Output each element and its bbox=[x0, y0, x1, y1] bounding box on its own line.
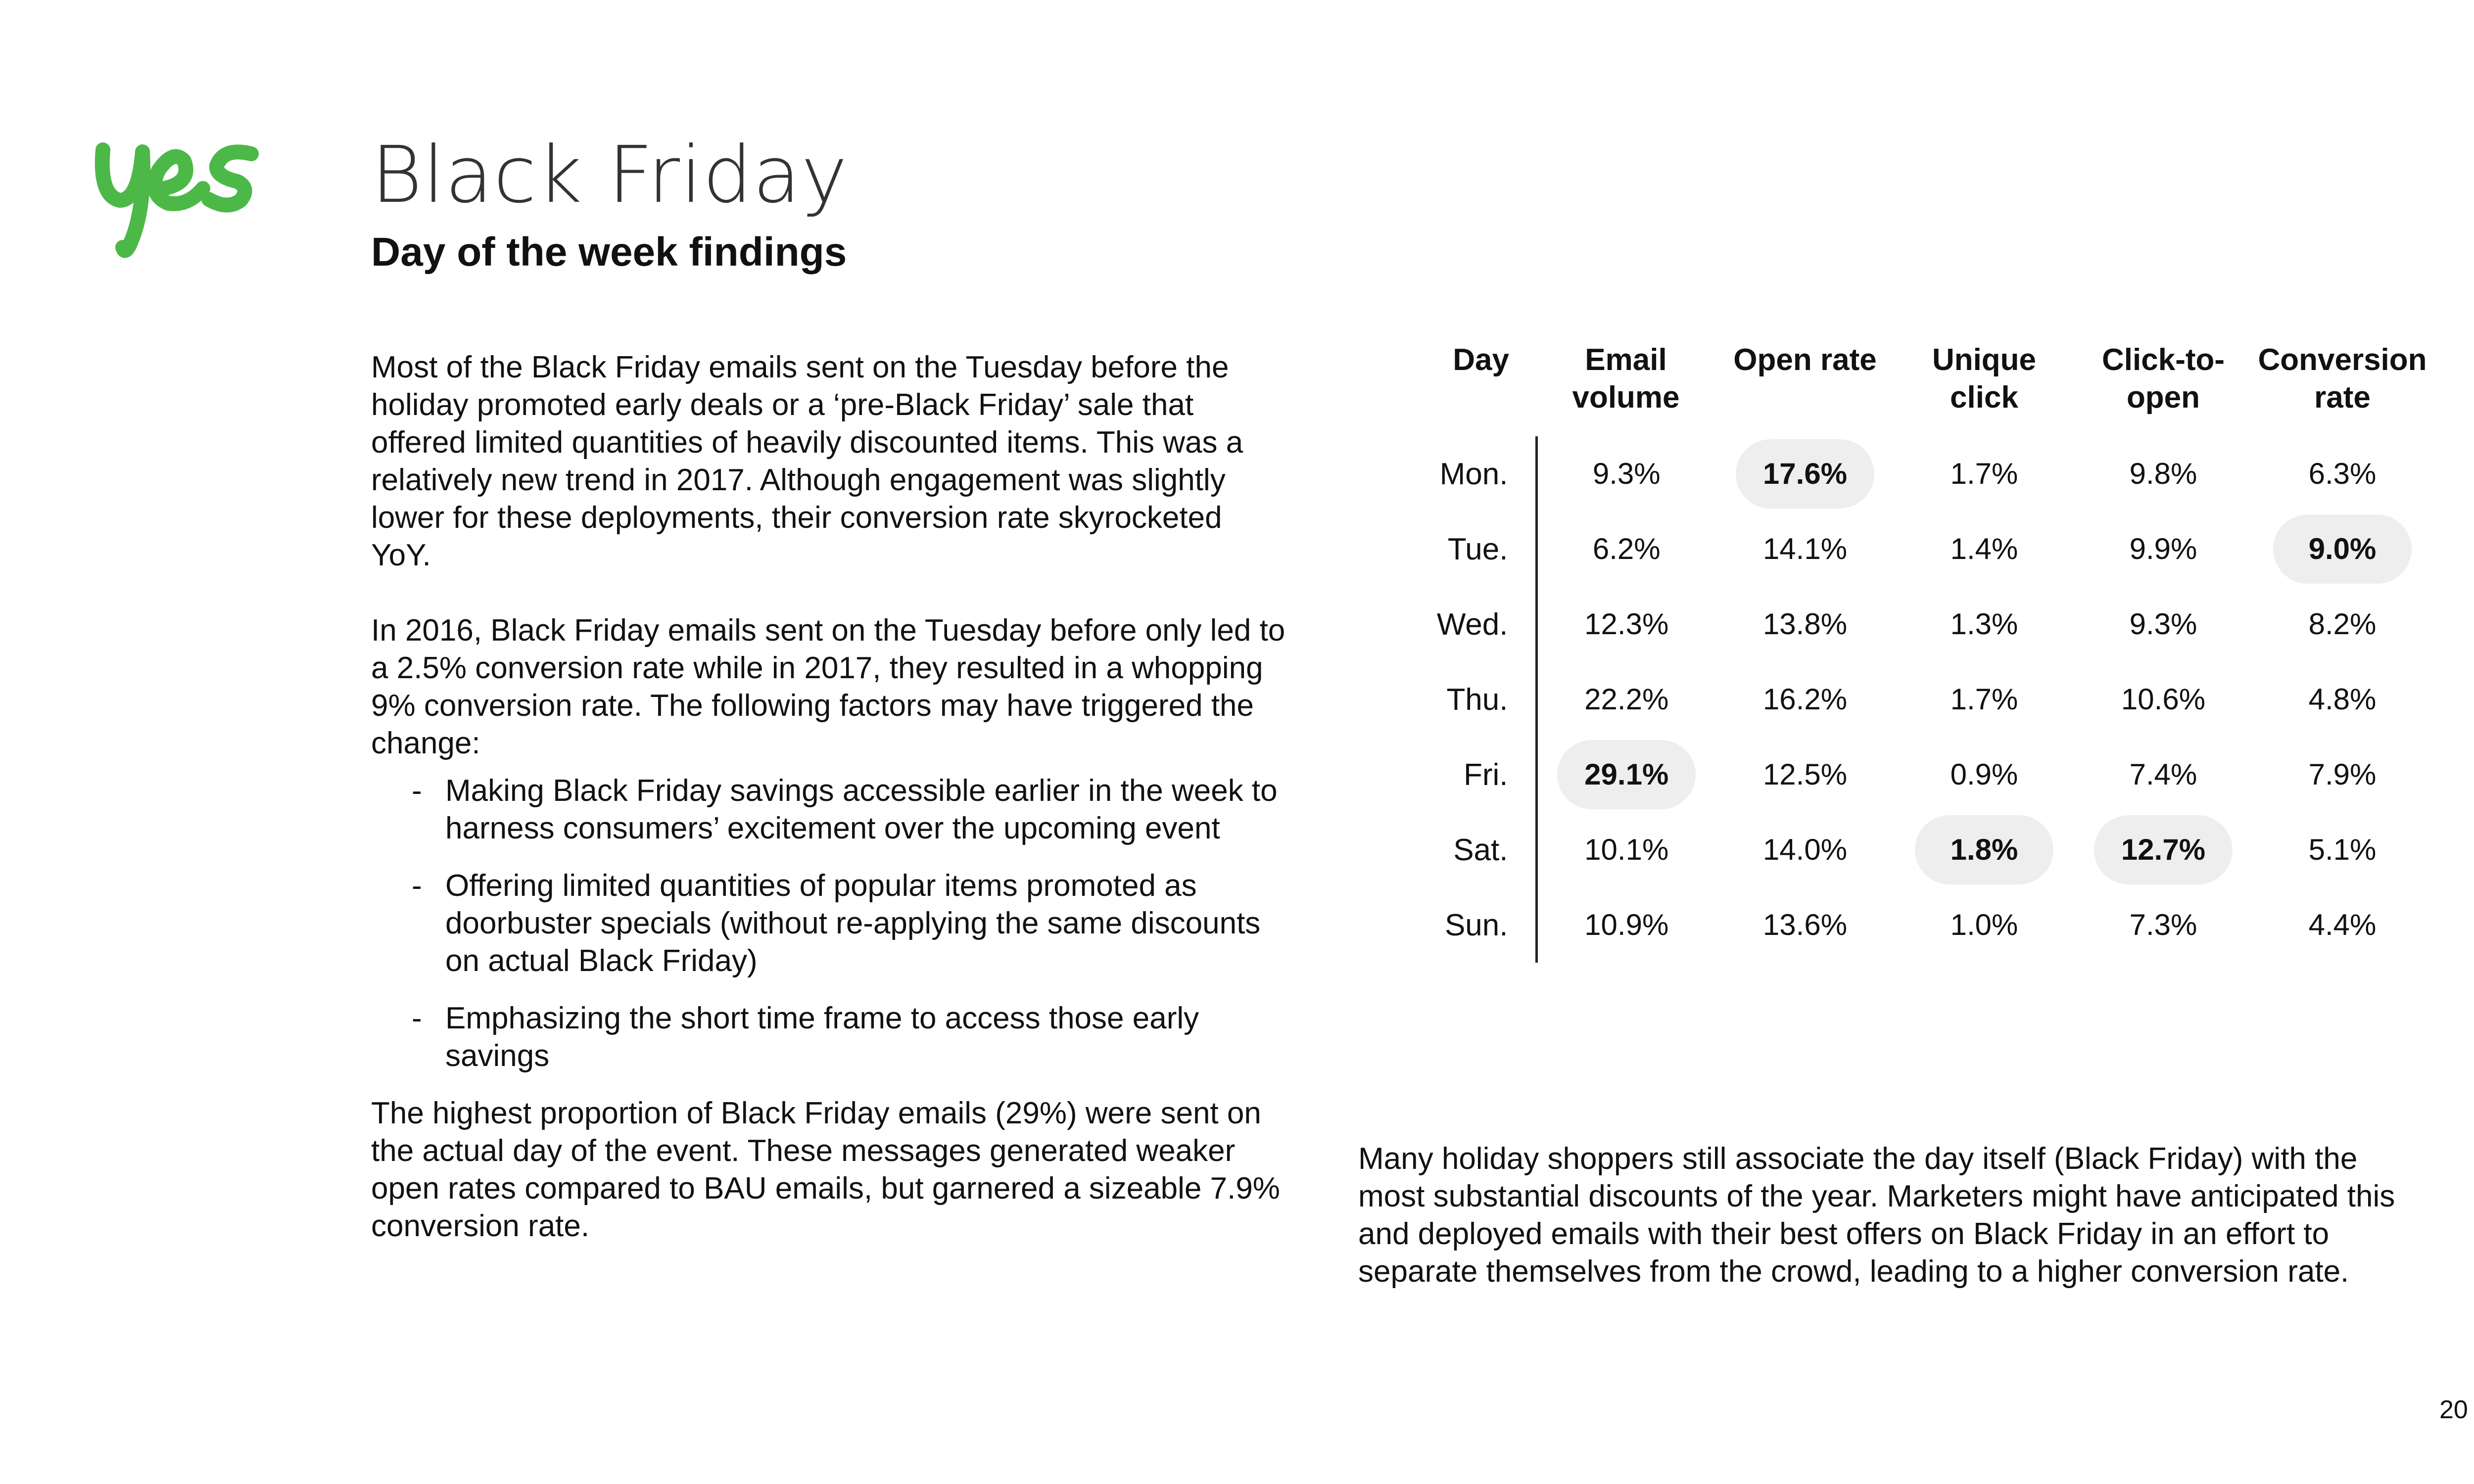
cell-value: 1.0% bbox=[1950, 908, 2018, 941]
table-cell bbox=[1895, 737, 2074, 812]
cell-value: 7.3% bbox=[2129, 908, 2197, 941]
cell-value: 10.6% bbox=[2121, 683, 2206, 716]
left-column-text bbox=[371, 349, 1286, 1245]
table-cell bbox=[2074, 887, 2253, 963]
table-header-row bbox=[1346, 341, 2432, 436]
list-item-text: Offering limited quantities of popular items promoted as doorbuster specials (without re-applying the same discounts on actual Black Friday) bbox=[445, 869, 1261, 978]
cell-value: 13.8% bbox=[1762, 607, 1848, 641]
table-cell bbox=[1536, 511, 1715, 587]
header-email-volume: Email volume bbox=[1572, 343, 1680, 415]
factors-list bbox=[371, 772, 1286, 1075]
table-cell bbox=[2253, 511, 2432, 587]
highlighted-cell-value: 29.1% bbox=[1557, 740, 1696, 809]
cell-value: 7.4% bbox=[2129, 758, 2197, 791]
cell-value: 0.9% bbox=[1950, 758, 2018, 791]
table-row bbox=[1346, 887, 2432, 963]
cell-value: 7.9% bbox=[2308, 758, 2377, 791]
row-day-label: Tue. bbox=[1346, 511, 1536, 587]
header-conversion-rate: Conversion rate bbox=[2258, 343, 2427, 415]
table-cell bbox=[1895, 887, 2074, 963]
table-cell bbox=[2253, 662, 2432, 737]
cell-value: 8.2% bbox=[2308, 607, 2377, 641]
table-cell bbox=[1895, 812, 2074, 887]
table-cell bbox=[1715, 662, 1895, 737]
header-day: Day bbox=[1453, 343, 1509, 377]
table-row bbox=[1346, 436, 2432, 511]
header-open-rate: Open rate bbox=[1733, 343, 1877, 377]
table-cell bbox=[2253, 812, 2432, 887]
table-cell bbox=[1536, 587, 1715, 662]
cell-value: 4.4% bbox=[2308, 908, 2377, 941]
cell-value: 9.8% bbox=[2129, 457, 2197, 490]
table-cell bbox=[2074, 587, 2253, 662]
page-title: Black Friday bbox=[371, 130, 848, 221]
row-day-label: Wed. bbox=[1346, 587, 1536, 662]
cell-value: 14.1% bbox=[1762, 532, 1848, 565]
cell-value: 12.3% bbox=[1584, 607, 1669, 641]
cell-value: 9.3% bbox=[2129, 607, 2197, 641]
table-cell bbox=[2253, 887, 2432, 963]
cell-value: 22.2% bbox=[1584, 683, 1669, 716]
table-cell bbox=[2074, 436, 2253, 511]
table-cell bbox=[1536, 436, 1715, 511]
cell-value: 1.7% bbox=[1950, 457, 2018, 490]
paragraph-pre-black-friday: Most of the Black Friday emails sent on the Tuesday before the holiday promoted early deals or a ‘pre-Black Friday’ sale that offered limited quantities of heavily discounted items. This was a relatively new trend in 2017. Although engagement was slightly lower for these deployments, their conversion rate skyrocketed YoY. bbox=[371, 350, 1243, 572]
cell-value: 13.6% bbox=[1762, 908, 1848, 941]
table-cell bbox=[1715, 511, 1895, 587]
table-cell bbox=[1715, 737, 1895, 812]
table-row bbox=[1346, 587, 2432, 662]
table-cell bbox=[1536, 737, 1715, 812]
table-cell bbox=[2253, 737, 2432, 812]
table-row bbox=[1346, 812, 2432, 887]
table-row bbox=[1346, 737, 2432, 812]
right-note-paragraph: Many holiday shoppers still associate the day itself (Black Friday) with the most substantial discounts of the year. Marketers might have anticipated this and deployed emails with their best offers on Black Friday in an effort to separate themselves from the crowd, leading to a higher conversion rate. bbox=[1358, 1142, 2395, 1289]
table-row bbox=[1346, 511, 2432, 587]
highlighted-cell-value: 17.6% bbox=[1736, 439, 1874, 509]
table-cell bbox=[1895, 436, 2074, 511]
cell-value: 10.9% bbox=[1584, 908, 1669, 941]
table-row bbox=[1346, 662, 2432, 737]
bullet-dash: - bbox=[412, 1001, 422, 1035]
list-item bbox=[371, 772, 1286, 847]
cell-value: 5.1% bbox=[2308, 833, 2377, 866]
cell-value: 14.0% bbox=[1762, 833, 1848, 866]
list-item-text: Emphasizing the short time frame to access those early savings bbox=[445, 1001, 1199, 1073]
page-number: 20 bbox=[2439, 1395, 2468, 1424]
cell-value: 1.3% bbox=[1950, 607, 2018, 641]
paragraph-black-friday-day: The highest proportion of Black Friday emails (29%) were sent on the actual day of the event. These messages generated weaker open rates compared to BAU emails, but garnered a sizeable 7.9% conversion rate. bbox=[371, 1096, 1280, 1243]
table-cell bbox=[2074, 662, 2253, 737]
table-cell bbox=[1895, 587, 2074, 662]
row-day-label: Mon. bbox=[1346, 436, 1536, 511]
table-cell bbox=[1715, 812, 1895, 887]
highlighted-cell-value: 1.8% bbox=[1915, 815, 2053, 884]
table-cell bbox=[1536, 887, 1715, 963]
bullet-dash: - bbox=[412, 869, 422, 903]
cell-value: 10.1% bbox=[1584, 833, 1669, 866]
table-cell bbox=[2253, 436, 2432, 511]
table-cell bbox=[1715, 587, 1895, 662]
page-subtitle: Day of the week findings bbox=[371, 230, 847, 275]
table-cell bbox=[2074, 737, 2253, 812]
yes-logo bbox=[94, 141, 262, 260]
list-item-text: Making Black Friday savings accessible earlier in the week to harness consumers’ excitement over the upcoming event bbox=[445, 774, 1278, 845]
highlighted-cell-value: 12.7% bbox=[2094, 815, 2233, 884]
header-unique-click: Unique click bbox=[1932, 343, 2037, 415]
bullet-dash: - bbox=[412, 774, 422, 808]
header-click-to-open: Click-to-open bbox=[2102, 343, 2225, 415]
cell-value: 12.5% bbox=[1762, 758, 1848, 791]
cell-value: 16.2% bbox=[1762, 683, 1848, 716]
cell-value: 1.4% bbox=[1950, 532, 2018, 565]
day-of-week-table bbox=[1346, 341, 2432, 963]
highlighted-cell-value: 9.0% bbox=[2273, 514, 2412, 584]
row-day-label: Sat. bbox=[1346, 812, 1536, 887]
cell-value: 9.9% bbox=[2129, 532, 2197, 565]
cell-value: 6.3% bbox=[2308, 457, 2377, 490]
cell-value: 1.7% bbox=[1950, 683, 2018, 716]
cell-value: 4.8% bbox=[2308, 683, 2377, 716]
paragraph-2016-vs-2017: In 2016, Black Friday emails sent on the Tuesday before only led to a 2.5% conversion rate while in 2017, they resulted in a whopping 9% conversion rate. The following factors may have triggered the change: bbox=[371, 613, 1285, 760]
table-cell bbox=[1536, 662, 1715, 737]
row-day-label: Fri. bbox=[1346, 737, 1536, 812]
list-item bbox=[371, 1000, 1286, 1075]
table-cell bbox=[1895, 662, 2074, 737]
cell-value: 9.3% bbox=[1592, 457, 1661, 490]
list-item bbox=[371, 867, 1286, 980]
table-cell bbox=[1536, 812, 1715, 887]
table-cell bbox=[1715, 887, 1895, 963]
table-cell bbox=[1715, 436, 1895, 511]
row-day-label: Sun. bbox=[1346, 887, 1536, 963]
cell-value: 6.2% bbox=[1592, 532, 1661, 565]
table-cell bbox=[2074, 511, 2253, 587]
row-day-label: Thu. bbox=[1346, 662, 1536, 737]
table-cell bbox=[2074, 812, 2253, 887]
table-cell bbox=[1895, 511, 2074, 587]
table-cell bbox=[2253, 587, 2432, 662]
